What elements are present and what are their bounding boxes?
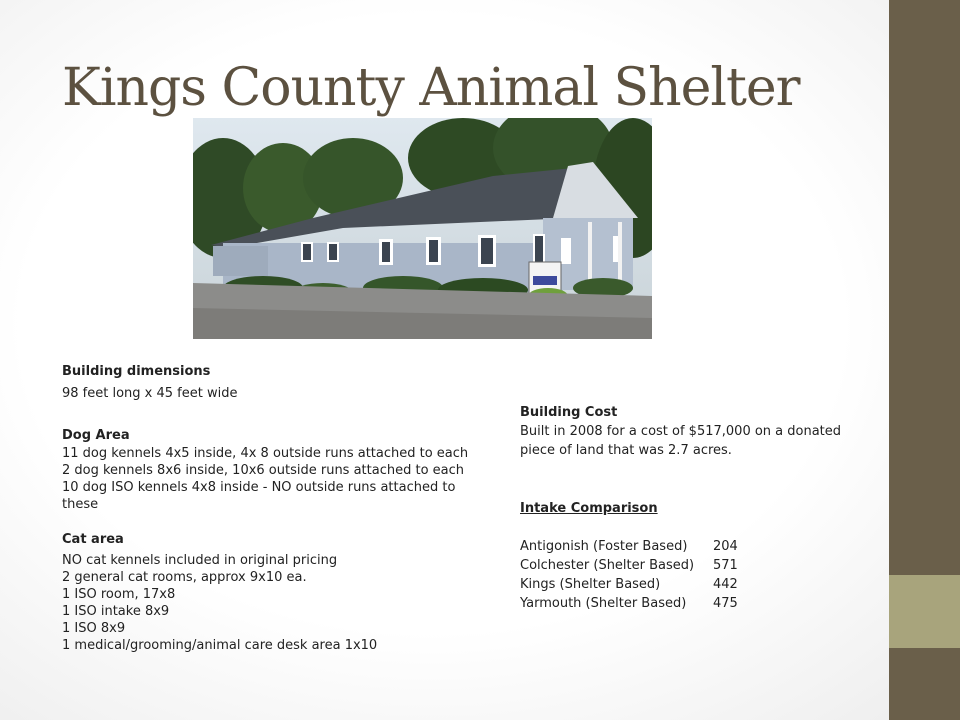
intake-count: 571	[713, 558, 738, 573]
cat-area-line: 1 ISO room, 17x8	[62, 587, 176, 602]
intake-shelter-name: Antigonish (Foster Based)	[520, 539, 688, 554]
intake-shelter-name: Kings (Shelter Based)	[520, 577, 661, 592]
cat-area-line: 1 medical/grooming/animal care desk area 1x10	[62, 638, 378, 653]
intake-count: 204	[713, 539, 738, 554]
intake-shelter-name: Colchester (Shelter Based)	[520, 558, 695, 573]
building-cost-line: Built in 2008 for a cost of $517,000 on a donated	[520, 424, 842, 439]
building-dimensions-text: 98 feet long x 45 feet wide	[62, 386, 238, 401]
building-dimensions-heading: Building dimensions	[62, 364, 211, 379]
intake-row	[520, 577, 780, 593]
dog-area-line: 11 dog kennels 4x5 inside, 4x 8 outside runs attached to each	[62, 446, 469, 461]
page-title: Kings County Animal Shelter	[62, 58, 800, 118]
intake-row	[520, 558, 780, 574]
cat-area-line: NO cat kennels included in original pricing	[62, 553, 338, 568]
cat-area-line: 2 general cat rooms, approx 9x10 ea.	[62, 570, 307, 585]
building-cost-heading: Building Cost	[520, 405, 618, 420]
cat-area-line: 1 ISO intake 8x9	[62, 604, 170, 619]
intake-comparison-heading: Intake Comparison	[520, 501, 658, 516]
building-cost-line: piece of land that was 2.7 acres.	[520, 443, 732, 458]
intake-shelter-name: Yarmouth (Shelter Based)	[520, 596, 687, 611]
shelter-building-photo	[193, 118, 652, 339]
dog-area-line: these	[62, 497, 99, 512]
decorative-side-accent	[889, 575, 960, 648]
intake-count: 442	[713, 577, 738, 592]
intake-row	[520, 596, 780, 612]
cat-area-heading: Cat area	[62, 532, 124, 547]
cat-area-line: 1 ISO 8x9	[62, 621, 126, 636]
dog-area-line: 10 dog ISO kennels 4x8 inside - NO outside runs attached to	[62, 480, 456, 495]
intake-row	[520, 539, 780, 555]
dog-area-line: 2 dog kennels 8x6 inside, 10x6 outside runs attached to each	[62, 463, 465, 478]
intake-count: 475	[713, 596, 738, 611]
dog-area-heading: Dog Area	[62, 428, 130, 443]
